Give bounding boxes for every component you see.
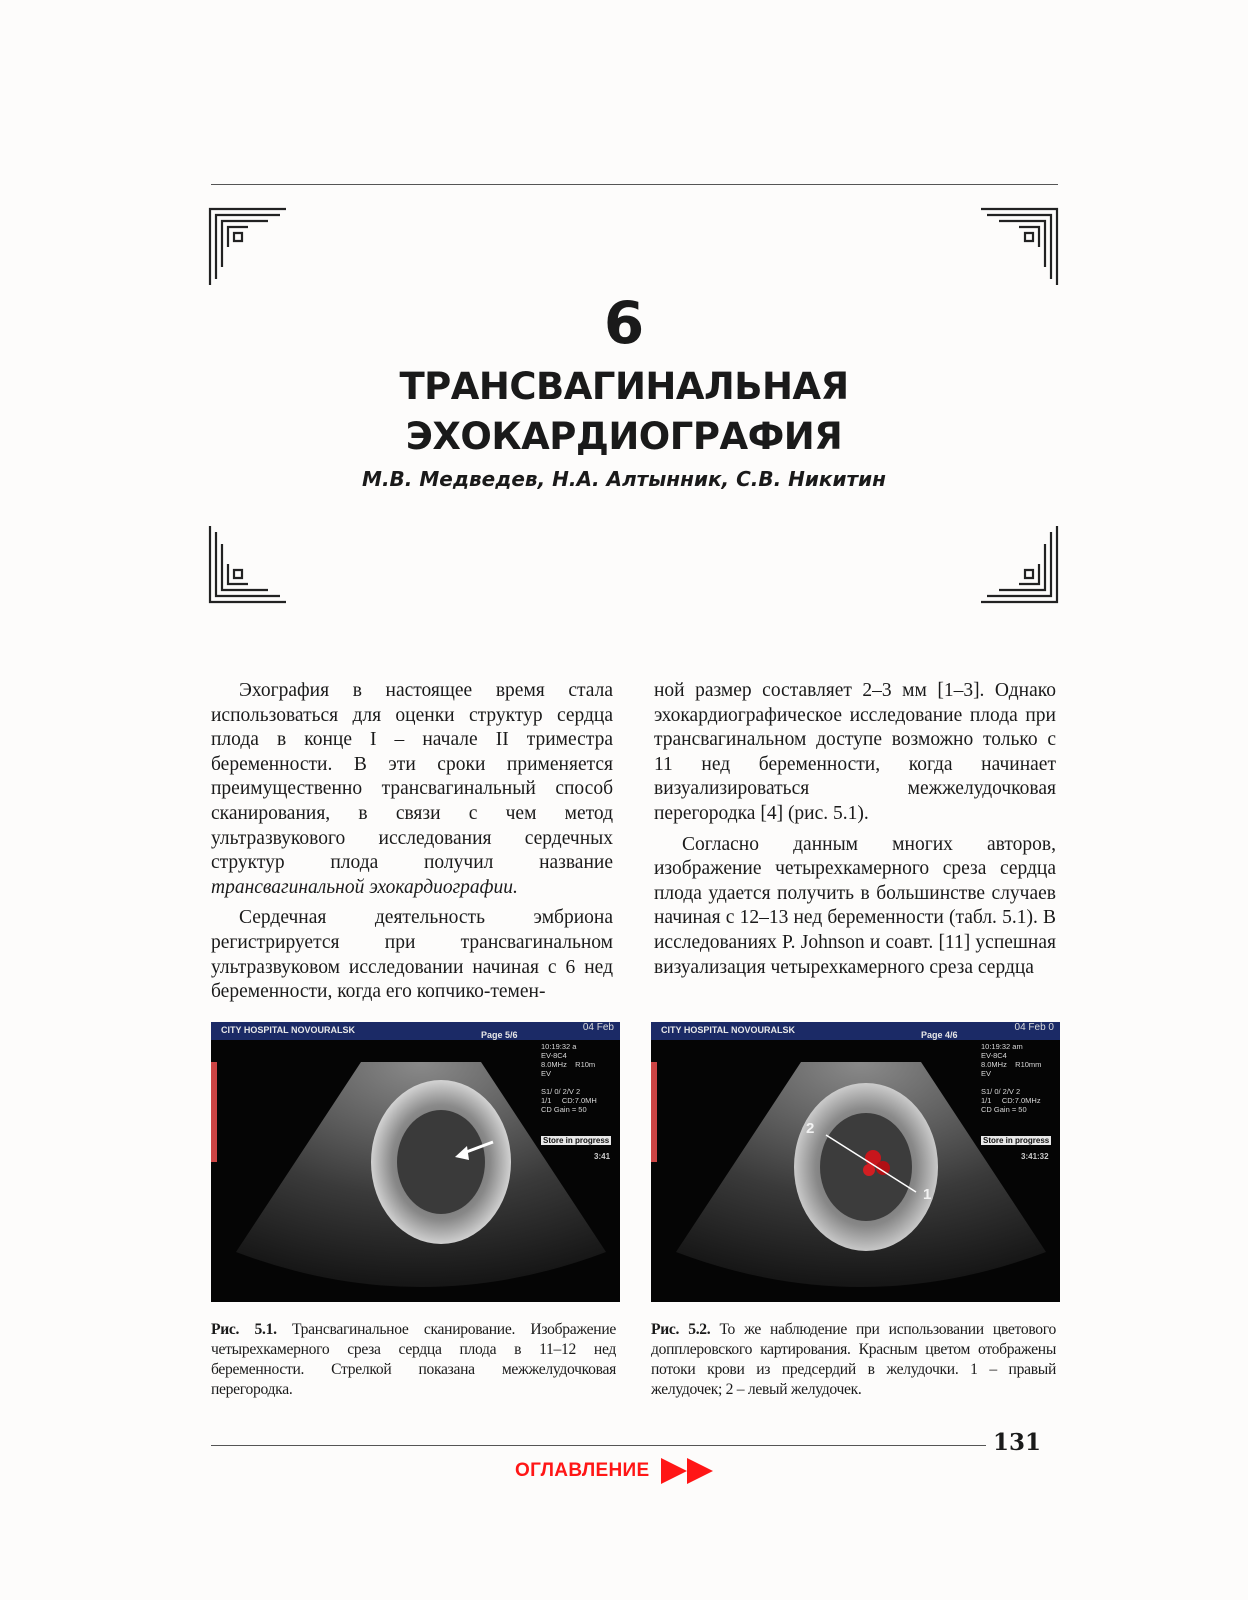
chapter-title-line2: ЭХОКАРДИОГРАФИЯ <box>405 415 843 458</box>
store-status: Store in progress <box>983 1136 1050 1145</box>
ultrasound-image-fig-5-2 <box>651 1022 1060 1302</box>
corner-ornament-top-left <box>208 207 288 287</box>
scan-time: 3:41 <box>594 1152 611 1161</box>
scan-parameters: 10:19:32 a EV-8C4 8.0MHz R10m EV S1/ 0/ 2/V 2 1/1 CD:7.0MH CD Gain = 50 <box>541 1042 597 1114</box>
hospital-name: CITY HOSPITAL NOVOURALSK <box>221 1025 356 1035</box>
caption-text: То же наблюдение при использовании цветового допплеровского картирования. Красным цветом отображены потоки крови из предсердий в желудочки. 1 – правый желудочек; 2 – левый желудочек. <box>651 1321 1057 1398</box>
paragraph-emphasis: трансвагинальной эхокардиографии. <box>211 876 518 898</box>
chapter-title-line1: ТРАНСВАГИНАЛЬНАЯ <box>399 365 849 408</box>
body-column-left <box>211 679 613 1011</box>
figure-caption-5-1 <box>211 1320 616 1400</box>
paragraph: Согласно данным многих авторов, изображение четырехкамерного среза сердца плода удается получить в большинстве случаев начиная с 12–13 нед беременности (табл. 5.1). В исследованиях P. Johnson и соавт. [11] успешная визуализация четырехкамерного среза сердца <box>654 833 1056 978</box>
double-arrow-right-icon <box>661 1456 715 1486</box>
chapter-number: 6 <box>603 289 645 357</box>
scan-time: 3:41:32 <box>1021 1152 1049 1161</box>
scan-date: 04 Feb <box>582 1022 614 1033</box>
corner-ornament-bottom-left <box>208 524 288 604</box>
scan-page-indicator: Page 5/6 <box>481 1030 518 1040</box>
ultrasound-image-fig-5-1 <box>211 1022 620 1302</box>
page-number: 131 <box>993 1429 1042 1456</box>
table-of-contents-link[interactable] <box>515 1456 715 1486</box>
caption-label: Рис. 5.2. <box>651 1321 711 1338</box>
marker-right-ventricle: 1 <box>923 1186 932 1203</box>
marker-left-ventricle: 2 <box>806 1120 815 1137</box>
paragraph <box>211 679 613 900</box>
top-rule <box>211 184 1058 185</box>
corner-ornament-bottom-right <box>979 524 1059 604</box>
scan-parameters: 10:19:32 am EV-8C4 8.0MHz R10mm EV S1/ 0/ 2/V 2 1/1 CD:7.0MHz CD Gain = 50 <box>981 1042 1042 1114</box>
bottom-rule <box>211 1445 986 1446</box>
scan-date: 04 Feb 0 <box>1014 1022 1054 1033</box>
chapter-authors: М.В. Медведев, Н.А. Алтынник, С.В. Никитин <box>362 467 886 491</box>
store-status: Store in progress <box>543 1136 610 1145</box>
paragraph: ной размер составляет 2–3 мм [1–3]. Однако эхокардиографическое исследование плода при трансвагинальном доступе возможно только с 11 нед беременности, когда начинает визуализироваться межжелудочковая перегородка [4] (рис. 5.1). <box>654 680 1056 824</box>
figure-caption-5-2 <box>651 1320 1056 1400</box>
caption-label: Рис. 5.1. <box>211 1321 277 1338</box>
paragraph-text: Эхография в настоящее время стала использоваться для оценки структур сердца плода в конце I – начале II триместра беременности. В эти сроки применяется преимущественно трансвагинальный способ сканирования, в связи с чем метод ультразвукового исследования сердечных структур плода получил название <box>211 680 613 874</box>
body-column-right <box>654 679 1056 986</box>
paragraph: Сердечная деятельность эмбриона регистрируется при трансвагинальном ультразвуковом исследовании начиная с 6 нед беременности, когда его копчико-темен- <box>211 907 613 1003</box>
corner-ornament-top-right <box>979 207 1059 287</box>
caption-text: Трансвагинальное сканирование. Изображение четырехкамерного среза сердца плода в 11–12 нед беременности. Стрелкой показана межжелудочковая перегородка. <box>211 1321 616 1398</box>
toc-label: ОГЛАВЛЕНИЕ <box>515 1460 650 1481</box>
chapter-title <box>0 362 1248 462</box>
hospital-name: CITY HOSPITAL NOVOURALSK <box>661 1025 796 1035</box>
scan-page-indicator: Page 4/6 <box>921 1030 958 1040</box>
